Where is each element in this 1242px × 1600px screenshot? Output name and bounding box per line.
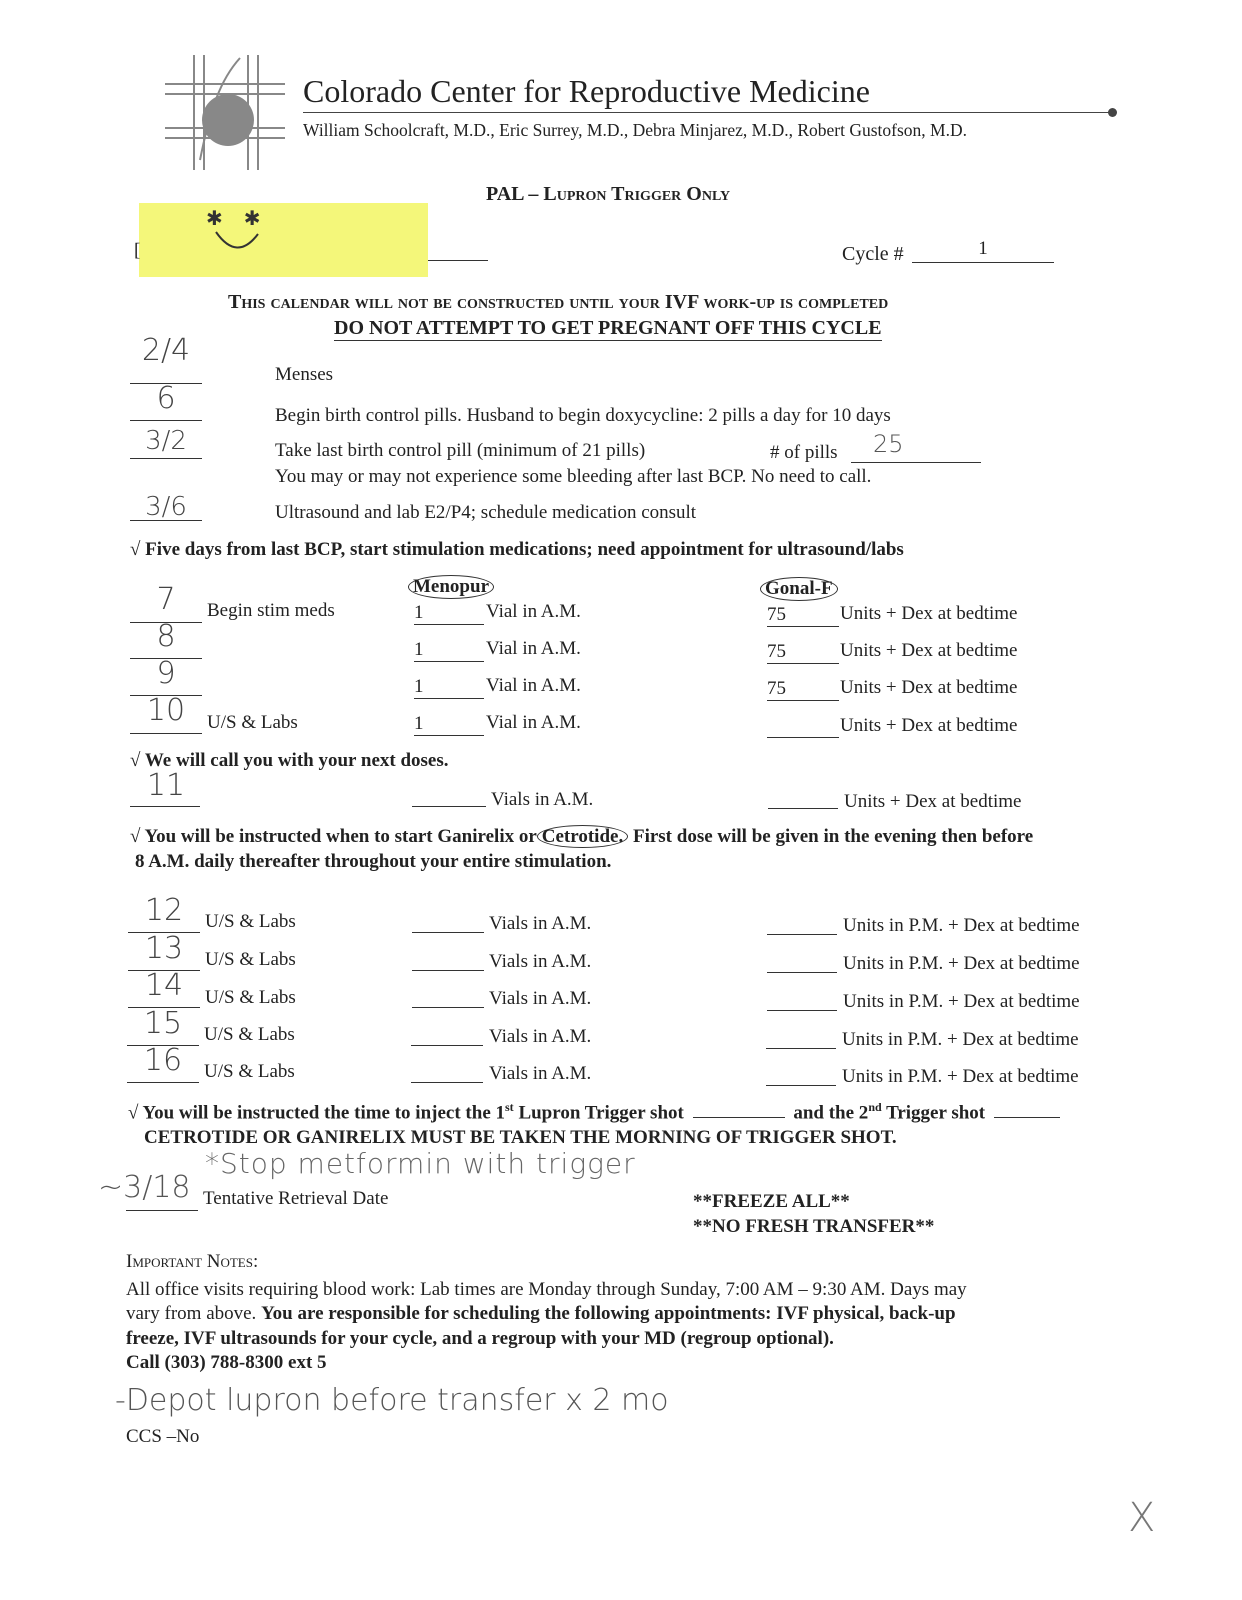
pregnancy-warning: DO NOT ATTEMPT TO GET PREGNANT OFF THIS CYCLE: [334, 317, 882, 339]
trigger-sup-2: nd: [868, 1100, 882, 1114]
next-doses-vials-line: [412, 806, 486, 807]
menses-date: 2/4: [141, 333, 191, 368]
form-title: PAL – Lupron Trigger Only: [486, 183, 731, 205]
antagonist-row-units-text: Units in P.M. + Dex at bedtime: [843, 991, 1080, 1012]
trigger-line1-and: and the 2: [793, 1102, 869, 1124]
antagonist-row-vials-line: [411, 1082, 483, 1083]
handwritten-depot-note: -Depot lupron before transfer x 2 mo: [115, 1383, 669, 1418]
trigger-line1-pre: √ You will be instructed the time to inject the 1: [128, 1102, 506, 1124]
next-doses-vials-text: Vials in A.M.: [491, 789, 594, 810]
stim-row-date: 10: [146, 693, 186, 728]
menses-label: Menses: [275, 364, 334, 385]
antagonist-row-date: 16: [143, 1043, 183, 1078]
smiley-mouth-icon: [212, 228, 262, 258]
first-trigger-time-field[interactable]: [693, 1117, 785, 1118]
notes-line1: All office visits requiring blood work: Lab times are Monday through Sunday, 7:00 AM – 9:30 AM. Days may: [126, 1279, 967, 1300]
antagonist-line1-post: First dose will be given in the evening then before: [632, 826, 1034, 847]
antagonist-row-units-text: Units in P.M. + Dex at bedtime: [843, 953, 1080, 974]
antagonist-row-units-line: [766, 1085, 836, 1086]
bleeding-note: You may or may not experience some bleeding after last BCP. No need to call.: [275, 466, 872, 487]
ultrasound-date: 3/6: [145, 492, 187, 522]
freeze-all: **FREEZE ALL**: [693, 1191, 850, 1212]
stim-row-units: 75: [767, 678, 839, 701]
antagonist-row-label: U/S & Labs: [204, 1061, 295, 1082]
antagonist-row-units-text: Units in P.M. + Dex at bedtime: [842, 1029, 1079, 1050]
retrieval-label: Tentative Retrieval Date: [203, 1188, 389, 1209]
notes-heading: Important Notes:: [126, 1251, 259, 1272]
notes-line2-pre: vary from above.: [126, 1303, 262, 1324]
antagonist-line2: 8 A.M. daily thereafter throughout your entire stimulation.: [135, 851, 612, 872]
next-doses-units-text: Units + Dex at bedtime: [844, 791, 1022, 812]
antagonist-row-units-line: [767, 1010, 837, 1011]
antagonist-row-units-line: [767, 972, 837, 973]
stim-row-units-text: Units + Dex at bedtime: [840, 640, 1018, 661]
bcp-start-text: Begin birth control pills. Husband to begin doxycycline: 2 pills a day for 10 days: [275, 405, 891, 426]
antagonist-row-units-text: Units in P.M. + Dex at bedtime: [843, 915, 1080, 936]
stim-row-vial-text: Vial in A.M.: [486, 675, 581, 696]
stim-row-units: [767, 715, 839, 738]
bcp-start-date-line: [130, 420, 202, 421]
cycle-number-field[interactable]: [912, 238, 1054, 263]
stim-row-date: 8: [156, 619, 176, 654]
antagonist-row-date: 14: [144, 968, 184, 1003]
construction-notice: This calendar will not be constructed until your IVF work-up is completed: [228, 291, 889, 313]
antagonist-row-vials-line: [412, 970, 484, 971]
antagonist-row-units-line: [767, 934, 837, 935]
antagonist-row-vials-text: Vials in A.M.: [489, 951, 592, 972]
antagonist-row-date: 13: [144, 931, 184, 966]
antagonist-row-vials-line: [412, 1007, 484, 1008]
antagonist-row-vials-text: Vials in A.M.: [489, 1063, 592, 1084]
trigger-line2: CETROTIDE OR GANIRELIX MUST BE TAKEN THE MORNING OF TRIGGER SHOT.: [144, 1127, 897, 1148]
stim-row-vial: 1: [414, 676, 484, 699]
next-doses-date: 11: [146, 768, 186, 803]
next-doses-date-line: [130, 806, 200, 807]
trigger-line1: [128, 1100, 1060, 1124]
cycle-label: Cycle #: [842, 243, 904, 265]
stim-row-units-text: Units + Dex at bedtime: [840, 715, 1018, 736]
antagonist-row-vials-text: Vials in A.M.: [489, 988, 592, 1009]
stim-row-vial: 1: [414, 713, 484, 736]
stim-row-vial-text: Vial in A.M.: [486, 712, 581, 733]
stim-row-label: U/S & Labs: [207, 712, 298, 733]
name-field-bracket: [: [134, 240, 141, 261]
pills-field[interactable]: [851, 432, 981, 463]
no-fresh-transfer: **NO FRESH TRANSFER**: [693, 1216, 935, 1237]
ccs-note: CCS –No: [126, 1426, 200, 1447]
stim-row-vial-text: Vial in A.M.: [486, 638, 581, 659]
trigger-line1-mid: Lupron Trigger shot: [513, 1102, 684, 1124]
doctors-list: William Schoolcraft, M.D., Eric Surrey, M.D., Debra Minjarez, M.D., Robert Gustofson, M.D.: [303, 120, 968, 140]
antagonist-row-units-line: [766, 1048, 836, 1049]
antagonist-row-label: U/S & Labs: [205, 949, 296, 970]
trigger-line1-end: Trigger shot: [881, 1102, 986, 1124]
bcp-last-date-line: [130, 458, 202, 459]
antagonist-row-vials-text: Vials in A.M.: [489, 1026, 592, 1047]
next-doses-units-line: [768, 808, 838, 809]
notes-line2: [126, 1303, 956, 1325]
cycle-number: 1: [978, 238, 988, 259]
antagonist-row-date: 12: [144, 893, 184, 928]
stim-heading: √ Five days from last BCP, start stimulation medications; need appointment for ultrasound/labs: [130, 539, 904, 560]
gonal-f-label: Gonal-F: [760, 577, 838, 601]
header-rule-dot: [1108, 108, 1117, 117]
stim-row-vial: 1: [414, 602, 484, 625]
second-trigger-time-field[interactable]: [994, 1117, 1060, 1118]
corner-x-mark: X: [1128, 1495, 1156, 1541]
bcp-last-date: 3/2: [145, 426, 187, 456]
cetrotide-circled: Cetrotide.: [537, 825, 628, 848]
stim-row-date: 9: [156, 656, 176, 691]
antagonist-row-vials-text: Vials in A.M.: [489, 913, 592, 934]
antagonist-row-label: U/S & Labs: [204, 1024, 295, 1045]
menopur-label: Menopur: [408, 575, 494, 599]
ultrasound-date-line: [130, 520, 202, 521]
notes-call: Call (303) 788-8300 ext 5: [126, 1352, 327, 1373]
pills-count: 25: [873, 430, 904, 458]
antagonist-line1: [130, 826, 1033, 848]
stim-row-units-text: Units + Dex at bedtime: [840, 677, 1018, 698]
stim-row-label: Begin stim meds: [207, 600, 335, 621]
bcp-last-text: Take last birth control pill (minimum of 21 pills): [275, 440, 646, 461]
smiley-doodle: ✱ ✱: [206, 208, 269, 230]
notes-line3: freeze, IVF ultrasounds for your cycle, and a regroup with your MD (regroup optional).: [126, 1328, 834, 1349]
antagonist-row-label: U/S & Labs: [205, 911, 296, 932]
pills-label: # of pills: [770, 442, 838, 463]
stim-row-date: 7: [156, 582, 176, 617]
stim-row-vial: 1: [414, 639, 484, 662]
stim-row-vial-text: Vial in A.M.: [486, 601, 581, 622]
antagonist-row-units-text: Units in P.M. + Dex at bedtime: [842, 1066, 1079, 1087]
stim-row-units: 75: [767, 641, 839, 664]
antagonist-row-date-line: [127, 1082, 199, 1083]
handwritten-metformin-note: *Stop metformin with trigger: [205, 1147, 636, 1180]
stim-row-date-line: [130, 733, 202, 734]
next-doses-heading: √ We will call you with your next doses.: [130, 750, 449, 771]
antagonist-row-vials-line: [411, 1045, 483, 1046]
header-rule: [303, 112, 1115, 113]
bcp-start-date: 6: [156, 381, 176, 416]
name-field-line: [428, 260, 488, 261]
antagonist-row-label: U/S & Labs: [205, 987, 296, 1008]
stim-row-units: 75: [767, 604, 839, 627]
stim-row-units-text: Units + Dex at bedtime: [840, 603, 1018, 624]
ccrm-logo: [160, 50, 290, 175]
antagonist-line1-pre: √ You will be instructed when to start Ganirelix or: [130, 826, 537, 847]
trigger-sup-1: st: [505, 1100, 514, 1114]
retrieval-date-line: [126, 1210, 198, 1211]
antagonist-row-date: 15: [143, 1006, 183, 1041]
retrieval-date: ~3/18: [98, 1170, 191, 1205]
notes-line2-bold: You are responsible for scheduling the following appointments: IVF physical, back-up: [261, 1303, 956, 1324]
antagonist-row-vials-line: [412, 932, 484, 933]
ultrasound-text: Ultrasound and lab E2/P4; schedule medication consult: [275, 502, 697, 523]
org-name: Colorado Center for Reproductive Medicine: [303, 73, 870, 109]
name-redaction-sticky: [139, 203, 428, 277]
